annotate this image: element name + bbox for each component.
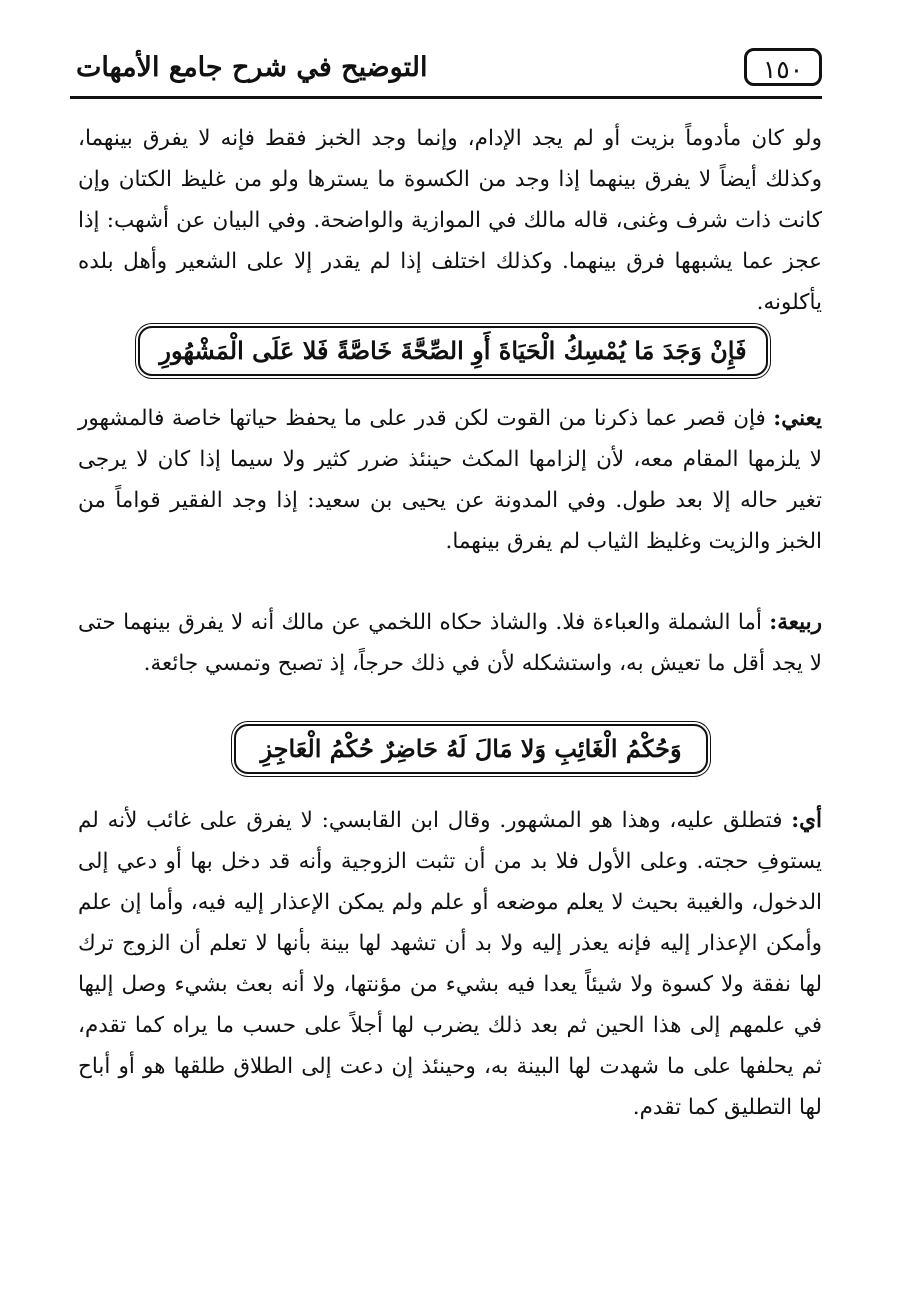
page-header — [70, 44, 822, 99]
paragraph-4-text: فتطلق عليه، وهذا هو المشهور. وقال ابن القابسي: لا يفرق على غائب لأنه لم يستوفِ حجته. وعلى الأول فلا بد من أن تثبت الزوجية وأنه قد دخل بها أو دعي إلى الدخول، والغيبة بحيث لا يعلم موضعه أو علم ولم يمكن الإعذار إليه فيه، وأما إن علم وأمكن الإعذار إليه فإنه يعذر إليه ولا بد أن تشهد لها بينة بأنها لا تعلم أن الزوج ترك لها نفقة ولا كسوة ولا شيئاً يعدا فيه بشيء من مؤنتها، ولا أنه بعث بشيء وصل إليها في علمهم إلى هذا الحين ثم بعد ذلك يضرب لها أجلاً على حسب ما يراه كما تقدم، ثم يحلفها على ما شهدت لها البينة به، وحينئذ إن دعت إلى الطلاق طلقها هو أو أباح لها التطليق كما تقدم. — [78, 808, 822, 1120]
paragraph-4-lead: أي: — [791, 808, 822, 833]
paragraph-1-text: ولو كان مأدوماً بزيت أو لم يجد الإدام، وإنما وجد الخبز فقط فإنه لا يفرق بينهما، وكذلك أيضاً لا يفرق بينهما إذا وجد من الكسوة ما يسترها ولو من غليظ الكتان وإن كانت ذات شرف وغنى، قاله مالك في الموازية والواضحة. وفي البيان عن أشهب: إذا عجز عما يشبهها فرق بينهما. وكذلك اختلف إذا لم يقدر إلا على الشعير وأهل بلده يأكلونه. — [78, 126, 822, 315]
paragraph-3-text: أما الشملة والعباءة فلا. والشاذ حكاه اللخمي عن مالك أنه لا يفرق بينهما حتى لا يجد أقل ما تعيش به، واستشكله لأن في ذلك حرجاً، إذ تصبح وتمسي جائعة. — [78, 610, 822, 676]
paragraph-3 — [78, 602, 822, 684]
matn-verse-box-2 — [234, 724, 708, 774]
matn-verse-2-text: وَحُكْمُ الْغَائِبِ وَلا مَالَ لَهُ حَاضِرٌ حُكْمُ الْعَاجِزِ — [260, 734, 682, 763]
book-title: التوضيح في شرح جامع الأمهات — [76, 52, 428, 83]
paragraph-1 — [78, 118, 822, 323]
paragraph-2-text: فإن قصر عما ذكرنا من القوت لكن قدر على ما يحفظ حياتها خاصة فالمشهور لا يلزمها المقام معه، لأن إلزامها المكث حينئذ ضرر كثير ولا سيما إذا كان لا يرجى تغير حاله إلا بعد طول. وفي المدونة عن يحيى بن سعيد: إذا وجد الفقير قواماً من الخبز والزيت وغليظ الثياب لم يفرق بينهما. — [78, 406, 822, 554]
matn-verse-1-text: فَإِنْ وَجَدَ مَا يُمْسِكُ الْحَيَاةَ أَوِ الصِّحَّةَ خَاصَّةً فَلا عَلَى الْمَشْهُورِ — [159, 336, 747, 365]
matn-verse-box-1 — [138, 326, 768, 376]
page-number: ١٥٠ — [744, 48, 822, 86]
paragraph-4 — [78, 800, 822, 1128]
paragraph-3-lead: ربيعة: — [769, 610, 822, 635]
paragraph-2 — [78, 398, 822, 562]
paragraph-2-lead: يعني: — [773, 406, 822, 431]
